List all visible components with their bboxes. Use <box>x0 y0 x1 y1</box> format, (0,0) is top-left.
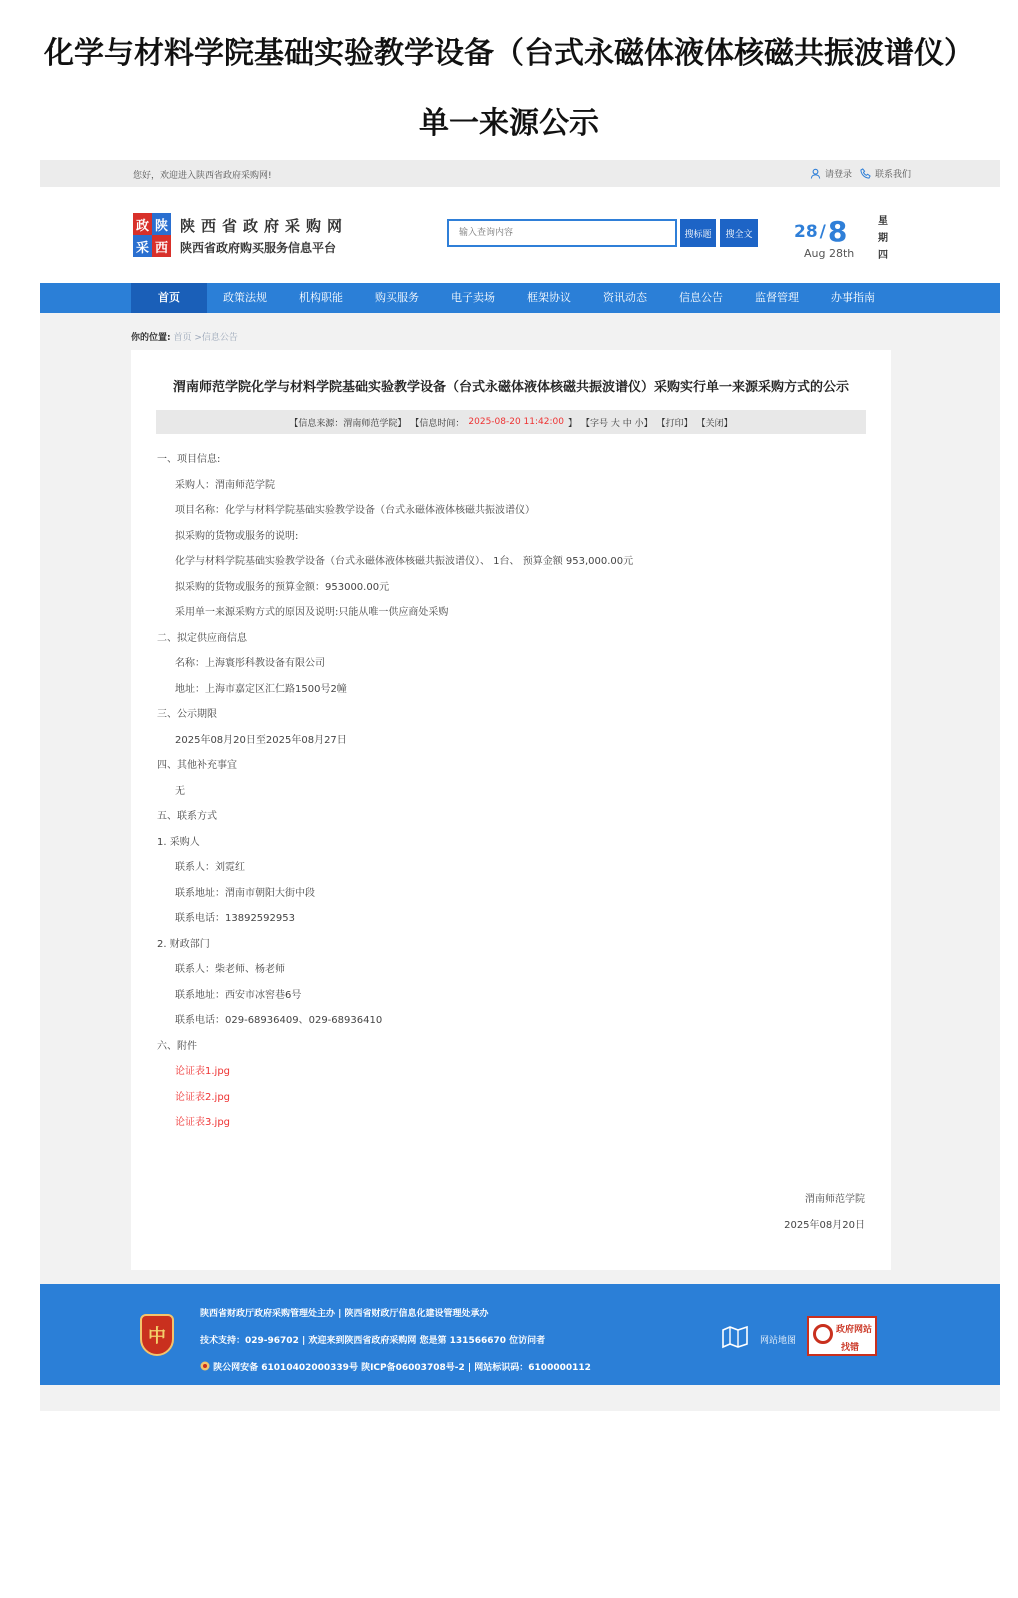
close-link[interactable]: 【关闭】 <box>696 418 733 429</box>
section-heading: 四、其他补充事宜 <box>157 760 237 771</box>
logo-char: 政 <box>133 213 152 235</box>
body-line: 2025年08月20日至2025年08月27日 <box>175 734 347 746</box>
login-label: 请登录 <box>825 170 853 180</box>
nav-item-supervision[interactable]: 监督管理 <box>755 291 799 304</box>
breadcrumb: 你的位置: 首页 >信息公告 <box>131 333 238 343</box>
body-line: 项目名称：化学与材料学院基础实验教学设备（台式永磁体液体核磁共振波谱仪） <box>175 505 535 516</box>
footer-host: 陕西省财政厅政府采购管理处主办 | 陕西省财政厅信息化建设管理处承办 <box>200 1309 489 1319</box>
body-line: 拟采购的货物或服务的预算金额：953000.00元 <box>175 581 390 593</box>
attachment-link[interactable]: 论证表2.jpg <box>175 1091 231 1103</box>
meta-source: 【信息来源：渭南师范学院】 <box>289 418 407 429</box>
document-title-line1: 化学与材料学院基础实验教学设备（台式永磁体液体核磁共振波谱仪） <box>44 36 974 71</box>
article-title: 渭南师范学院化学与材料学院基础实验教学设备（台式永磁体液体核磁共振波谱仪）采购实行单一来源采购方式的公示 <box>172 380 849 395</box>
website-screenshot <box>40 160 1000 1411</box>
breadcrumb-path[interactable]: 首页 >信息公告 <box>173 333 238 343</box>
body-line: 联系人：柴老师、杨老师 <box>175 964 285 975</box>
sitemap-link[interactable]: 网站地图 <box>760 1336 797 1346</box>
section-heading: 六、附件 <box>157 1040 197 1052</box>
search-fulltext-button[interactable]: 搜全文 <box>720 219 758 247</box>
section-heading: 一、项目信息: <box>157 454 221 465</box>
phone-icon <box>860 168 871 179</box>
signature-org: 渭南师范学院 <box>805 1194 865 1205</box>
body-line: 化学与材料学院基础实验教学设备（台式永磁体液体核磁共振波谱仪）、 1台、 预算金额 953,000.00元 <box>175 556 634 567</box>
section-heading: 二、拟定供应商信息 <box>157 632 247 644</box>
body-line: 名称：上海寰彤科教设备有限公司 <box>175 658 325 669</box>
nav-item-policy[interactable]: 政策法规 <box>223 291 267 304</box>
nav-item-framework[interactable]: 框架协议 <box>527 291 571 304</box>
font-size-switch[interactable]: 【字号 大 中 小】 <box>581 418 653 429</box>
body-line: 联系人：刘霓红 <box>175 862 245 873</box>
nav-item-news[interactable]: 资讯动态 <box>603 291 647 304</box>
section-heading: 三、公示期限 <box>157 709 217 720</box>
nav-item-org[interactable]: 机构职能 <box>299 291 343 304</box>
body-line: 联系电话：029-68936409、029-68936410 <box>175 1015 383 1026</box>
sitemap-icon[interactable] <box>721 1324 749 1350</box>
article-meta: 【信息来源：渭南师范学院】 【信息时间： 2025-08-20 11:42:00 】 【字号 大 中 小】 【打印】 【关闭】 <box>156 410 866 434</box>
police-badge-icon <box>200 1361 210 1371</box>
contact-label: 联系我们 <box>875 170 912 180</box>
section-heading: 1. 采购人 <box>157 836 200 848</box>
section-heading: 2. 财政部门 <box>157 938 210 950</box>
section-heading: 五、联系方式 <box>157 811 217 822</box>
gov-site-error-badge[interactable]: 政府网站 找错 <box>807 1316 877 1356</box>
date-slash: / <box>819 222 826 242</box>
attachment-link[interactable]: 论证表1.jpg <box>175 1066 231 1077</box>
date-english: Aug 28th <box>804 247 855 260</box>
date-month: 8 <box>827 215 848 248</box>
logo-char: 采 <box>133 235 152 257</box>
body-line: 采购人：渭南师范学院 <box>175 479 275 491</box>
contact-link[interactable] <box>860 167 911 180</box>
magnifier-icon <box>813 1324 833 1344</box>
date-widget <box>794 203 904 273</box>
nav-item-purchase-service[interactable]: 购买服务 <box>375 291 419 304</box>
site-logo[interactable] <box>133 213 171 257</box>
search-title-button[interactable]: 搜标题 <box>680 219 716 247</box>
site-name: 陕西省政府采购网 <box>180 217 349 235</box>
login-link[interactable] <box>810 167 852 180</box>
footer-support: 技术支持：029-96702 | 欢迎来到陕西省政府采购网 您是第 131566670 位访问者 <box>200 1336 546 1346</box>
meta-time: 2025-08-20 11:42:00 <box>468 417 564 427</box>
nav-item-emall[interactable]: 电子卖场 <box>451 291 495 304</box>
attachment-link[interactable]: 论证表3.jpg <box>175 1117 231 1128</box>
weekday: 星 期 四 <box>878 216 888 261</box>
nav-item-guide[interactable]: 办事指南 <box>831 291 875 304</box>
document-title-line2: 单一来源公示 <box>419 106 599 141</box>
body-line: 联系地址：渭南市朝阳大街中段 <box>175 887 315 899</box>
body-line: 地址：上海市嘉定区汇仁路1500号2幢 <box>175 683 347 695</box>
police-emblem-icon[interactable]: 中 <box>140 1314 174 1356</box>
body-line: 拟采购的货物或服务的说明: <box>175 530 299 542</box>
date-day: 28 <box>794 222 818 242</box>
site-header <box>40 187 1000 283</box>
search-input[interactable] <box>447 219 677 247</box>
nav-item-notices[interactable]: 信息公告 <box>679 291 723 304</box>
top-bar <box>40 160 1000 187</box>
logo-char: 西 <box>152 235 171 257</box>
body-line: 联系电话：13892592953 <box>175 913 295 924</box>
nav-item-home[interactable]: 首页 <box>131 283 207 313</box>
body-line: 联系地址：西安市冰窖巷6号 <box>175 989 302 1001</box>
body-line: 采用单一来源采购方式的原因及说明:只能从唯一供应商处采购 <box>175 607 449 618</box>
user-icon <box>810 168 821 179</box>
welcome-text: 您好，欢迎进入陕西省政府采购网! <box>133 171 272 181</box>
footer-icp: 陕公网安备 61010402000339号 陕ICP备06003708号-2 | 网站标识码：6100000112 <box>200 1360 591 1373</box>
site-subtitle: 陕西省政府购买服务信息平台 <box>180 241 337 255</box>
body-line: 无 <box>175 785 185 797</box>
signature-date: 2025年08月20日 <box>784 1220 865 1231</box>
print-link[interactable]: 【打印】 <box>656 418 693 429</box>
logo-char: 陕 <box>152 213 171 235</box>
site-footer <box>40 1284 1000 1385</box>
article-panel <box>131 350 891 1270</box>
main-nav <box>40 283 1000 313</box>
